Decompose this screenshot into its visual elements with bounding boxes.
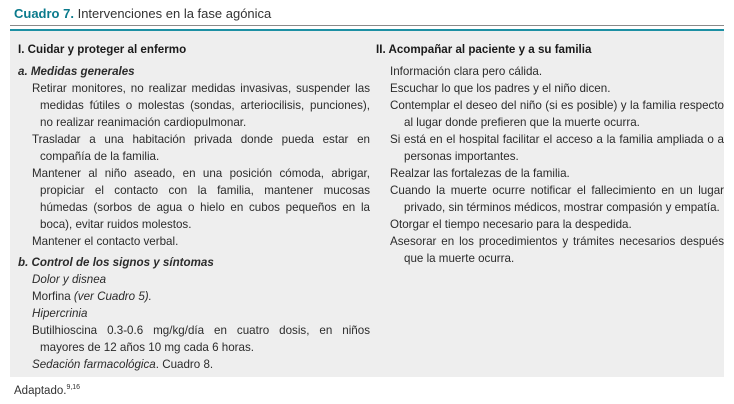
left-column	[18, 41, 370, 373]
right-column	[376, 41, 724, 267]
footnote-refs: 9,16	[66, 384, 81, 391]
list-item: Si está en el hospital facilitar el acceso a la familia ampliada o a personas importantes.	[390, 133, 724, 163]
list-item: Cuando la muerte ocurre notificar el fallecimiento en un lugar privado, sin términos médicos, mostrar compasión y empatía.	[390, 184, 724, 214]
list-item	[26, 288, 370, 305]
symptom-hipercrinia: Hipercrinia	[32, 307, 88, 320]
list-item: Asesorar en los procedimientos y trámites necesarios después que la muerte ocurra.	[390, 235, 724, 265]
list-item: Otorgar el tiempo necesario para la despedida.	[390, 218, 632, 231]
footnote-text: Adaptado.	[14, 384, 67, 397]
right-heading: II. Acompañar al paciente y a su familia	[376, 43, 592, 56]
section-b-title: b. Control de los signos y síntomas	[18, 256, 214, 269]
list-item: Retirar monitores, no realizar medidas invasivas, suspender las medidas fútiles o molestas (sondas, arteriocilisis, punciones), no realizar reanimación cardiopulmonar.	[32, 82, 370, 129]
caption-title: Intervenciones en la fase agónica	[73, 6, 272, 21]
morfina-ref: (ver Cuadro 5).	[73, 290, 152, 303]
footnote	[14, 384, 80, 397]
morfina-text: Morfina	[32, 290, 71, 303]
caption-number: Cuadro 7.	[14, 6, 74, 21]
symptom-dolor: Dolor y disnea	[32, 273, 107, 286]
list-item: Butilhioscina 0.3-0.6 mg/kg/día en cuatro dosis, en niños mayores de 12 años 10 mg cada 6 horas.	[32, 324, 370, 354]
table-box	[10, 29, 724, 377]
list-item	[26, 356, 370, 373]
list-item: Mantener al niño aseado, en una posición cómoda, abrigar, propiciar el contacto con la familia, mantener mucosas húmedas (sorbos de agua o hielo en cubos pequeños en la boca), evitar ruidos molestos.	[32, 167, 370, 231]
sedacion-text: Sedación farmacológica	[32, 358, 156, 371]
list-item: Contemplar el deseo del niño (si es posible) y la familia respecto al lugar donde prefieren que la muerte ocurra.	[390, 99, 724, 129]
list-item: Trasladar a una habitación privada donde pueda estar en compañía de la familia.	[32, 133, 370, 163]
list-item: Escuchar lo que los padres y el niño dicen.	[390, 82, 611, 95]
sedacion-ref: . Cuadro 8.	[155, 358, 214, 371]
table-caption	[14, 6, 271, 21]
list-item: Mantener el contacto verbal.	[32, 235, 179, 248]
list-item: Realzar las fortalezas de la familia.	[390, 167, 570, 180]
list-item: Información clara pero cálida.	[390, 65, 543, 78]
left-heading: I. Cuidar y proteger al enfermo	[18, 43, 187, 56]
section-a-title: a. Medidas generales	[18, 65, 135, 78]
top-rule	[10, 25, 724, 26]
